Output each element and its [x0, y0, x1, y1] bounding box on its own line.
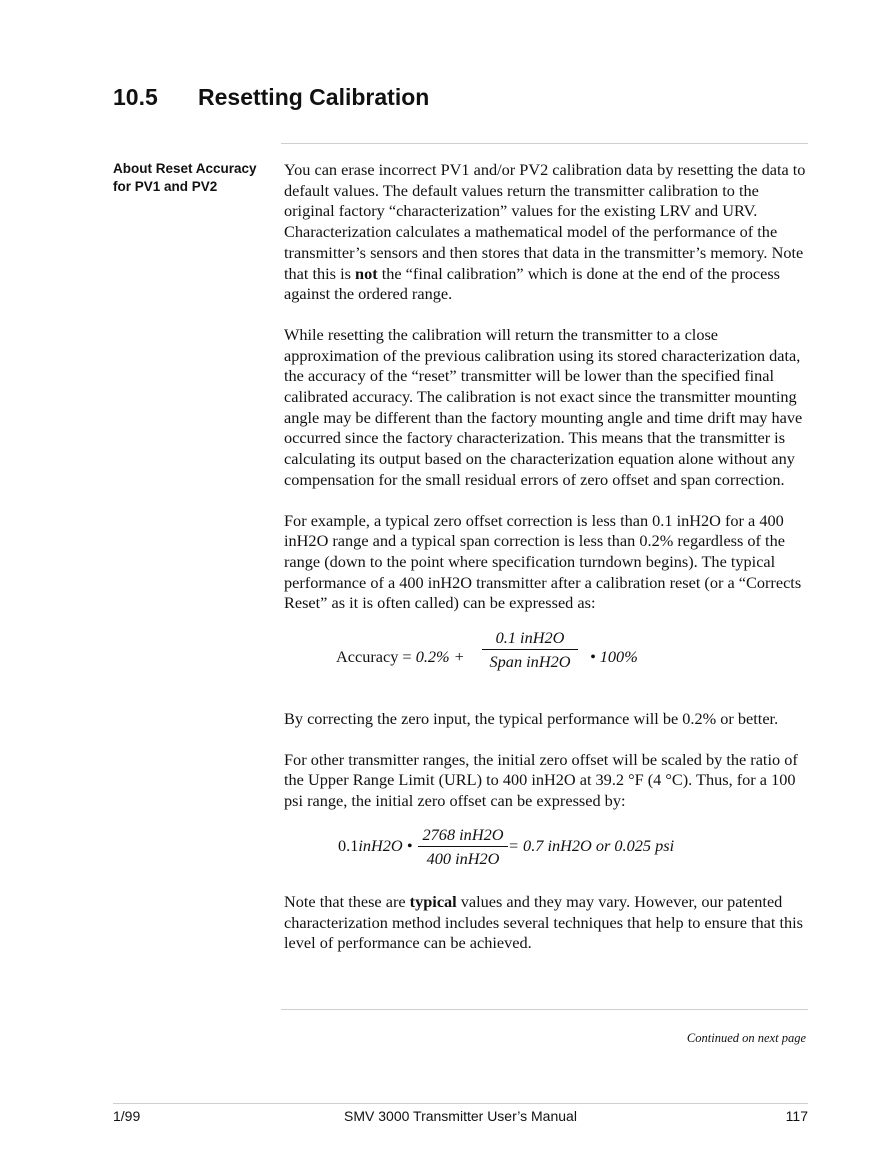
footer-divider	[113, 1103, 808, 1104]
continued-note: Continued on next page	[686, 1031, 806, 1045]
formula-2-denominator: 400 inH2O	[426, 848, 500, 868]
sidebar-heading: About Reset Accuracy for PV1 and PV2	[113, 161, 257, 194]
formula-1-fraction	[482, 627, 578, 672]
formula-1-lhs	[336, 647, 465, 668]
paragraph-3: For example, a typical zero offset correction is less than 0.1 inH2O for a 400 inH2O range and a typical span correction is less than 0.2% regardless of the range (down to the point where specification turndown begins). The typical performance of a 400 inH2O transmitter after a calibration reset (or a “Corrects Reset” as it is often called) can be expressed as:	[284, 510, 802, 613]
paragraph-6-bold: typical	[409, 891, 457, 911]
formula-2-fraction	[418, 824, 508, 869]
fraction-bar	[482, 649, 578, 650]
section-number: 10.5	[113, 84, 158, 110]
bottom-divider	[281, 1009, 808, 1010]
footer-date: 1/99	[113, 1108, 141, 1124]
paragraph-5: For other transmitter ranges, the initial zero offset will be scaled by the ratio of the Upper Range Limit (URL) to 400 inH2O at 39.2 °F (4 °C). Thus, for a 100 psi range, the initial zero offset can be expressed by:	[284, 749, 798, 811]
fraction-bar	[418, 846, 508, 847]
accuracy-formula	[284, 627, 809, 687]
section-heading	[113, 84, 429, 111]
paragraph-4: By correcting the zero input, the typical performance will be 0.2% or better.	[284, 709, 779, 729]
top-divider	[281, 143, 808, 144]
formula-2-unit: inH2O •	[358, 835, 413, 855]
footer-manual-title: SMV 3000 Transmitter User’s Manual	[344, 1108, 577, 1124]
paragraph-6-text-a: Note that these are	[284, 891, 410, 911]
formula-2-result: = 0.7 inH2O or 0.025 psi	[508, 835, 675, 855]
formula-1-suffix: • 100%	[590, 647, 638, 667]
body-text	[284, 160, 809, 954]
footer-page-number: 117	[785, 1108, 808, 1124]
formula-1-denominator: Span inH2O	[489, 652, 571, 672]
formula-1-label: Accuracy =	[336, 647, 416, 667]
paragraph-6-text-b: values and they may vary. However, our patented characterization method includes several techniques that help to ensure that this level of performance can be achieved.	[284, 891, 804, 953]
formula-1-term: 0.2% +	[415, 647, 465, 667]
paragraph-1-text-a: You can erase incorrect PV1 and/or PV2 calibration data by resetting the data to default values. The default values return the transmitter calibration to the original factory “characterization” values for the existing LRV and URV. Characterization calculates a mathematical model of the performance of the transmitter’s sensors and then stores that data in the transmitter’s memory. Note that this is	[284, 160, 806, 283]
formula-1-numerator: 0.1 inH2O	[495, 628, 565, 648]
paragraph-1-text-b: the “final calibration” which is done at the end of the process against the ordered range.	[284, 263, 781, 304]
formula-2-lhs	[338, 836, 412, 857]
section-title: Resetting Calibration	[198, 84, 430, 110]
paragraph-1	[284, 160, 809, 305]
paragraph-1-bold: not	[355, 263, 378, 283]
paragraph-2: While resetting the calibration will return the transmitter to a close approximation of the previous calibration using its stored characterization data, the accuracy of the “reset” transmitter will be lower than the specified final calibrated accuracy. The calibration is not exact since the transmitter mounting angle may be different than the factory mounting angle and time drift may have occurred since the factory characterization. This means that the transmitter is calculating its output based on the characterization equation alone without any compensation for the small residual errors of zero offset and span correction.	[284, 324, 803, 489]
paragraph-6	[284, 892, 809, 954]
zero-offset-formula	[284, 824, 809, 872]
formula-2-lead: 0.1	[338, 835, 359, 855]
formula-2-numerator: 2768 inH2O	[422, 824, 504, 844]
